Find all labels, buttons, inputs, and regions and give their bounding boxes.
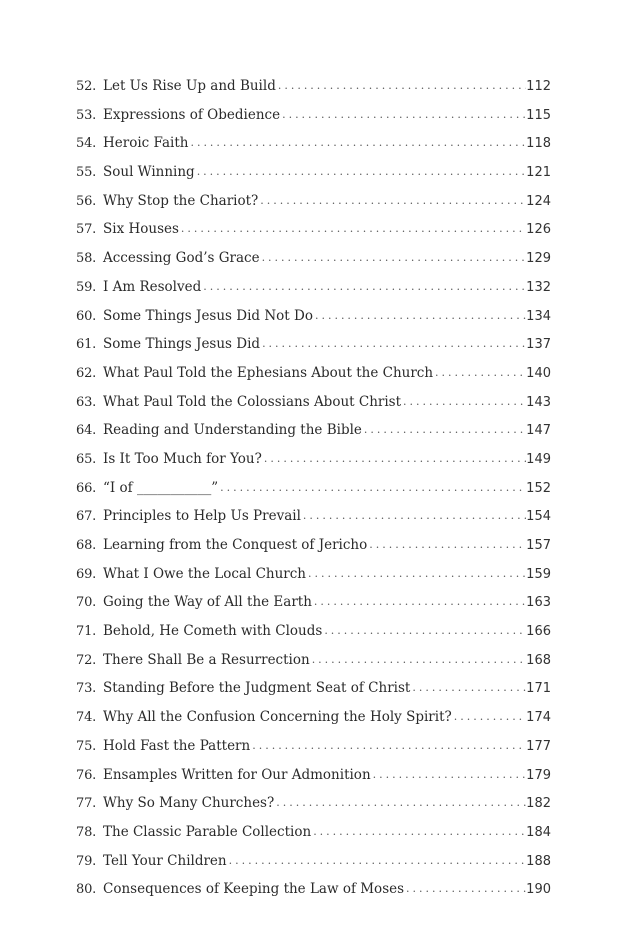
toc-entry[interactable] bbox=[76, 677, 551, 706]
dot-leader bbox=[282, 104, 526, 126]
chapter-number: 69. bbox=[76, 566, 97, 582]
toc-entry[interactable] bbox=[76, 477, 551, 506]
dot-leader bbox=[278, 75, 526, 97]
toc-entry[interactable] bbox=[76, 649, 551, 678]
toc-entry[interactable] bbox=[76, 276, 551, 305]
chapter-title: Accessing God’s Grace bbox=[103, 250, 260, 267]
chapter-title: Let Us Rise Up and Build bbox=[103, 78, 276, 94]
page-number: 115 bbox=[526, 107, 551, 123]
toc-entry[interactable] bbox=[76, 764, 551, 793]
dot-leader bbox=[315, 305, 526, 327]
chapter-title: Principles to Help Us Prevail bbox=[103, 508, 301, 525]
page-number: 182 bbox=[526, 796, 551, 812]
page-number: 124 bbox=[526, 193, 551, 209]
chapter-number: 71. bbox=[76, 624, 97, 640]
page-number: 163 bbox=[526, 595, 551, 611]
page-number: 166 bbox=[526, 624, 551, 640]
chapter-title: Why Stop the Chariot? bbox=[103, 192, 259, 209]
page-number: 174 bbox=[526, 710, 551, 726]
chapter-title: Is It Too Much for You? bbox=[103, 450, 262, 467]
toc-entry[interactable] bbox=[76, 132, 551, 161]
toc-entry[interactable] bbox=[76, 333, 551, 362]
chapter-number: 60. bbox=[76, 308, 97, 324]
toc-entry[interactable] bbox=[76, 591, 551, 620]
toc-entry[interactable] bbox=[76, 161, 551, 190]
page-number: 177 bbox=[526, 738, 551, 754]
toc-entry[interactable] bbox=[76, 735, 551, 764]
chapter-title: Going the Way of All the Earth bbox=[103, 594, 312, 611]
dot-leader bbox=[229, 850, 527, 872]
dot-leader bbox=[364, 419, 526, 441]
page-number: 112 bbox=[526, 79, 551, 94]
page-number: 134 bbox=[526, 308, 551, 324]
chapter-title: “I of ___________” bbox=[103, 479, 219, 496]
chapter-title: Reading and Understanding the Bible bbox=[103, 422, 362, 439]
chapter-title: Tell Your Children bbox=[103, 852, 227, 869]
toc-entry[interactable] bbox=[76, 821, 551, 850]
dot-leader bbox=[262, 333, 526, 355]
page-number: 154 bbox=[526, 509, 551, 525]
chapter-number: 56. bbox=[76, 193, 97, 209]
dot-leader bbox=[260, 190, 526, 212]
chapter-title: Consequences of Keeping the Law of Moses bbox=[103, 881, 405, 898]
dot-leader bbox=[220, 477, 526, 499]
page-number: 157 bbox=[526, 538, 551, 553]
dot-leader bbox=[203, 276, 526, 298]
chapter-number: 57. bbox=[76, 222, 97, 238]
dot-leader bbox=[190, 132, 526, 154]
dot-leader bbox=[406, 878, 526, 900]
chapter-number: 55. bbox=[76, 165, 97, 181]
toc-entry[interactable] bbox=[76, 305, 551, 334]
toc-entry[interactable] bbox=[76, 620, 551, 649]
dot-leader bbox=[369, 534, 526, 556]
chapter-number: 75. bbox=[76, 738, 97, 754]
chapter-number: 61. bbox=[76, 337, 97, 353]
toc-entry[interactable] bbox=[76, 792, 551, 821]
chapter-number: 58. bbox=[76, 251, 97, 267]
page-number: 137 bbox=[526, 337, 551, 353]
chapter-number: 80. bbox=[76, 882, 97, 898]
toc-entry[interactable] bbox=[76, 706, 551, 735]
chapter-number: 62. bbox=[76, 365, 97, 381]
page-number: 143 bbox=[526, 394, 551, 410]
chapter-title: Some Things Jesus Did Not Do bbox=[103, 307, 313, 324]
chapter-title: Standing Before the Judgment Seat of Christ bbox=[103, 680, 411, 697]
chapter-number: 72. bbox=[76, 652, 97, 668]
dot-leader bbox=[412, 677, 526, 699]
dot-leader bbox=[454, 706, 526, 728]
dot-leader bbox=[435, 362, 526, 384]
page-number: 147 bbox=[526, 423, 551, 439]
page-number: 188 bbox=[526, 853, 551, 869]
page-number: 190 bbox=[526, 882, 551, 898]
toc-entry[interactable] bbox=[76, 362, 551, 391]
chapter-number: 64. bbox=[76, 423, 97, 439]
chapter-title: Soul Winning bbox=[103, 164, 195, 181]
chapter-title: Heroic Faith bbox=[103, 135, 189, 152]
toc-entry[interactable] bbox=[76, 505, 551, 534]
toc-entry[interactable] bbox=[76, 190, 551, 219]
chapter-title: Behold, He Cometh with Clouds bbox=[103, 623, 323, 640]
chapter-title: Hold Fast the Pattern bbox=[103, 737, 251, 754]
chapter-number: 53. bbox=[76, 107, 97, 123]
chapter-title: The Classic Parable Collection bbox=[103, 823, 312, 840]
chapter-number: 78. bbox=[76, 824, 97, 840]
toc-entry[interactable] bbox=[76, 419, 551, 448]
dot-leader bbox=[197, 161, 526, 183]
toc-entry[interactable] bbox=[76, 850, 551, 879]
chapter-number: 77. bbox=[76, 796, 97, 812]
chapter-title: What Paul Told the Ephesians About the Church bbox=[103, 364, 434, 381]
page-number: 168 bbox=[526, 652, 551, 668]
chapter-number: 66. bbox=[76, 480, 97, 496]
toc-entry[interactable] bbox=[76, 448, 551, 477]
chapter-title: Expressions of Obedience bbox=[103, 106, 281, 123]
chapter-number: 52. bbox=[76, 79, 97, 94]
dot-leader bbox=[403, 391, 526, 413]
chapter-number: 70. bbox=[76, 595, 97, 611]
page-number: 118 bbox=[526, 136, 551, 152]
dot-leader bbox=[264, 448, 526, 470]
chapter-number: 63. bbox=[76, 394, 97, 410]
chapter-number: 73. bbox=[76, 681, 97, 697]
page-number: 184 bbox=[526, 824, 551, 840]
table-of-contents bbox=[76, 75, 551, 907]
page-number: 129 bbox=[526, 251, 551, 267]
toc-entry[interactable] bbox=[76, 247, 551, 276]
chapter-title: Why All the Confusion Concerning the Holy Spirit? bbox=[103, 709, 452, 726]
chapter-number: 68. bbox=[76, 538, 97, 553]
dot-leader bbox=[312, 649, 526, 671]
toc-entry[interactable] bbox=[76, 878, 551, 907]
dot-leader bbox=[308, 563, 526, 585]
dot-leader bbox=[252, 735, 526, 757]
chapter-number: 67. bbox=[76, 509, 97, 525]
chapter-number: 79. bbox=[76, 853, 97, 869]
toc-entry[interactable] bbox=[76, 104, 551, 133]
page-number: 132 bbox=[526, 279, 551, 295]
chapter-title: What Paul Told the Colossians About Christ bbox=[103, 393, 402, 410]
page-number: 149 bbox=[526, 451, 551, 467]
page-number: 152 bbox=[526, 480, 551, 496]
page-number: 159 bbox=[526, 566, 551, 582]
dot-leader bbox=[373, 764, 527, 786]
page-number: 140 bbox=[526, 365, 551, 381]
chapter-title: Ensamples Written for Our Admonition bbox=[103, 766, 371, 783]
page-number: 171 bbox=[526, 681, 551, 697]
toc-entry[interactable] bbox=[76, 391, 551, 420]
dot-leader bbox=[303, 505, 526, 527]
chapter-number: 59. bbox=[76, 279, 97, 295]
chapter-title: Some Things Jesus Did bbox=[103, 336, 261, 353]
chapter-title: What I Owe the Local Church bbox=[103, 565, 307, 582]
chapter-title: There Shall Be a Resurrection bbox=[103, 651, 310, 668]
toc-entry[interactable] bbox=[76, 534, 551, 563]
toc-entry[interactable] bbox=[76, 218, 551, 247]
chapter-number: 74. bbox=[76, 710, 97, 726]
page-number: 126 bbox=[526, 222, 551, 238]
dot-leader bbox=[276, 792, 526, 814]
dot-leader bbox=[313, 821, 526, 843]
toc-entry[interactable] bbox=[76, 563, 551, 592]
dot-leader bbox=[181, 218, 526, 240]
chapter-number: 54. bbox=[76, 136, 97, 152]
chapter-title: I Am Resolved bbox=[103, 278, 202, 295]
page-number: 121 bbox=[526, 165, 551, 181]
dot-leader bbox=[262, 247, 527, 269]
chapter-number: 65. bbox=[76, 451, 97, 467]
toc-entry[interactable] bbox=[76, 75, 551, 104]
chapter-title: Learning from the Conquest of Jericho bbox=[103, 537, 368, 553]
chapter-number: 76. bbox=[76, 767, 97, 783]
page-number: 179 bbox=[526, 767, 551, 783]
dot-leader bbox=[314, 591, 526, 613]
chapter-title: Six Houses bbox=[103, 221, 179, 238]
dot-leader bbox=[324, 620, 526, 642]
chapter-title: Why So Many Churches? bbox=[103, 795, 275, 812]
